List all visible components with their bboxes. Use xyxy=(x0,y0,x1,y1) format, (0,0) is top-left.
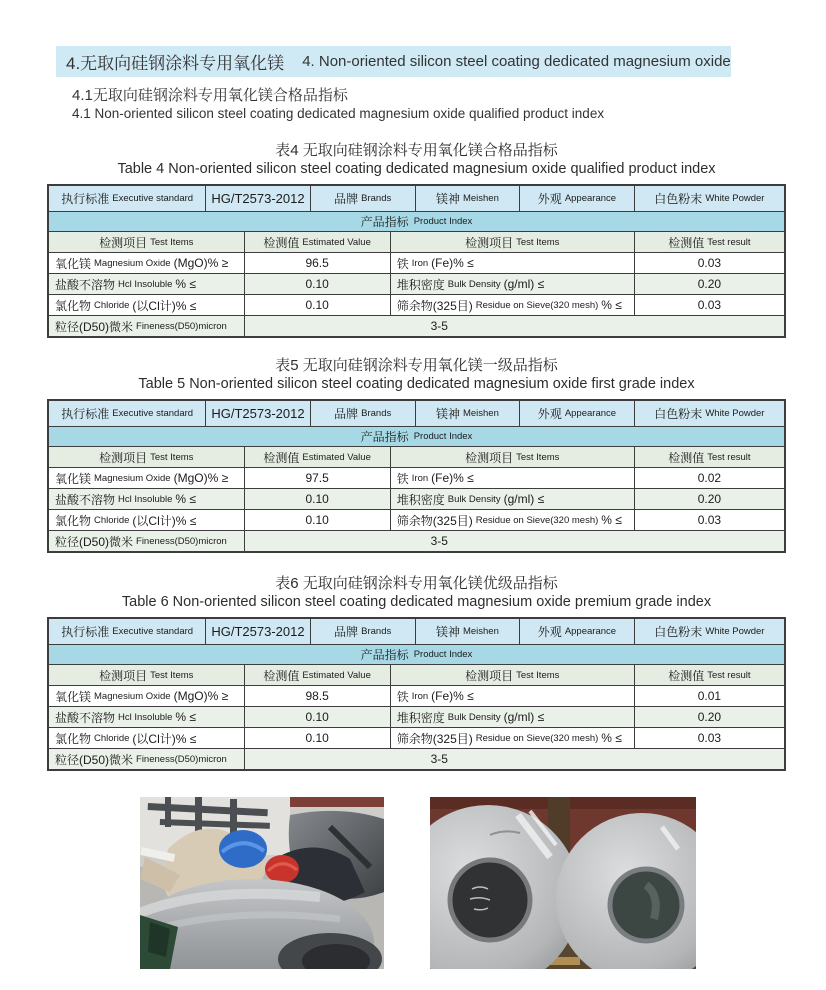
item-cell xyxy=(49,316,245,336)
item-en: Fineness(D50)micron xyxy=(136,753,227,765)
item-cell xyxy=(391,295,635,315)
item-cell xyxy=(391,274,635,294)
item-cn: 盐酸不溶物 xyxy=(55,277,116,292)
item-cell xyxy=(49,489,245,509)
item-en: Bulk Density xyxy=(447,711,501,723)
value-cell xyxy=(245,510,391,530)
exec-standard-label-en: Executive standard xyxy=(112,408,194,419)
col-header-en: Estimated Value xyxy=(302,236,371,248)
appearance-value-cell xyxy=(635,619,784,644)
item-en: Magnesium Oxide xyxy=(94,690,171,702)
table-row xyxy=(49,510,784,531)
brand-value-cn: 镁神 xyxy=(435,625,460,639)
brand-value-cn: 镁神 xyxy=(435,407,460,421)
value: 0.10 xyxy=(305,298,329,312)
table-row xyxy=(49,707,784,728)
table5-block xyxy=(47,356,786,553)
item-suffix: % ≤ xyxy=(175,492,196,506)
value: 0.03 xyxy=(697,731,722,745)
value-cell xyxy=(635,686,784,706)
item-en: Bulk Density xyxy=(447,493,501,505)
item-en: Hcl Insoluble xyxy=(118,278,173,290)
value: 0.20 xyxy=(697,492,722,506)
col-header-en: Test result xyxy=(707,669,751,681)
appearance-value-en: White Powder xyxy=(705,408,765,419)
brand-value-cell xyxy=(416,186,520,211)
value: 0.03 xyxy=(697,513,722,527)
item-cell xyxy=(391,686,635,706)
item-cn: 铁 xyxy=(396,471,409,486)
col-header-en: Estimated Value xyxy=(302,451,371,463)
appearance-value-en: White Powder xyxy=(705,626,765,637)
col-header-value-right xyxy=(635,447,784,467)
section-title-cn: 4.无取向硅钢涂料专用氧化镁 xyxy=(66,54,285,73)
item-suffix: (g/ml) ≤ xyxy=(503,710,545,724)
product-index-row xyxy=(49,645,784,665)
photo-coil-inspection xyxy=(140,797,384,969)
value-cell xyxy=(245,316,785,336)
item-cn: 铁 xyxy=(396,689,409,704)
value: 0.10 xyxy=(305,513,329,527)
appearance-label-en: Appearance xyxy=(564,626,617,637)
brand-label-en: Brands xyxy=(361,626,392,637)
table-row xyxy=(49,531,784,551)
column-header-row xyxy=(49,447,784,468)
brand-value-cell xyxy=(416,401,520,426)
value: 96.5 xyxy=(305,256,329,270)
item-cell xyxy=(49,274,245,294)
col-header-value-right xyxy=(635,665,784,685)
item-suffix: (以Cl计)% ≤ xyxy=(132,513,197,528)
value: 3-5 xyxy=(430,534,448,548)
item-suffix: (MgO)% ≥ xyxy=(173,256,229,270)
item-cell xyxy=(391,728,635,748)
brand-value-cell xyxy=(416,619,520,644)
item-cn: 粒径(D50)微米 xyxy=(55,752,134,767)
table6-block xyxy=(47,574,786,771)
item-en: Bulk Density xyxy=(447,278,501,290)
table-row xyxy=(49,401,784,427)
item-cn: 堆积密度 xyxy=(396,277,445,292)
table-row xyxy=(49,619,784,645)
standard-value: HG/T2573-2012 xyxy=(211,624,305,639)
table-row xyxy=(49,728,784,749)
table-row xyxy=(49,686,784,707)
col-header-cn: 检测项目 xyxy=(99,235,148,250)
col-header-cn: 检测值 xyxy=(668,235,705,250)
col-header-en: Test Items xyxy=(150,669,194,681)
value: 0.03 xyxy=(697,256,722,270)
table5 xyxy=(47,399,786,553)
col-header-en: Test Items xyxy=(516,669,560,681)
appearance-label-cn: 外观 xyxy=(537,625,562,639)
table-row xyxy=(49,253,784,274)
col-header-value-left xyxy=(245,232,391,252)
value-cell xyxy=(635,728,784,748)
product-index-row xyxy=(49,212,784,232)
item-cn: 筛余物(325目) xyxy=(396,298,473,313)
col-header-value-left xyxy=(245,665,391,685)
value: 0.10 xyxy=(305,492,329,506)
section-banner xyxy=(53,46,731,77)
brand-value-en: Meishen xyxy=(462,193,499,204)
col-header-en: Estimated Value xyxy=(302,669,371,681)
value: 3-5 xyxy=(430,752,448,766)
table4-title-en: Table 4 Non-oriented silicon steel coating dedicated magnesium oxide qualified product index xyxy=(117,161,716,177)
item-cn: 堆积密度 xyxy=(396,492,445,507)
value: 97.5 xyxy=(305,471,329,485)
value-cell xyxy=(635,489,784,509)
value: 0.10 xyxy=(305,710,329,724)
value: 3-5 xyxy=(430,319,448,333)
col-header-en: Test Items xyxy=(516,236,560,248)
item-cell xyxy=(49,686,245,706)
col-header-items-right xyxy=(391,232,635,252)
subsection-title-en: 4.1 Non-oriented silicon steel coating dedicated magnesium oxide qualified product index xyxy=(72,106,605,121)
item-suffix: % ≤ xyxy=(175,277,196,291)
exec-standard-cell xyxy=(49,186,206,211)
item-cell xyxy=(391,468,635,488)
col-header-items-right xyxy=(391,447,635,467)
subsection-heading xyxy=(72,87,604,122)
item-en: Magnesium Oxide xyxy=(94,257,171,269)
col-header-cn: 检测值 xyxy=(263,450,300,465)
brand-cell xyxy=(311,401,416,426)
value-cell xyxy=(245,728,391,748)
value-cell xyxy=(245,686,391,706)
appearance-label-en: Appearance xyxy=(564,408,617,419)
item-cell xyxy=(49,295,245,315)
appearance-cell xyxy=(520,186,635,211)
value: 0.01 xyxy=(697,689,722,703)
brand-label-en: Brands xyxy=(361,193,392,204)
item-en: Fineness(D50)micron xyxy=(136,320,227,332)
value-cell xyxy=(245,749,785,769)
exec-standard-label-en: Executive standard xyxy=(112,626,194,637)
product-index-cn: 产品指标 xyxy=(360,215,409,229)
value-cell xyxy=(635,468,784,488)
col-header-cn: 检测项目 xyxy=(99,450,148,465)
brand-cell xyxy=(311,619,416,644)
brand-cell xyxy=(311,186,416,211)
item-suffix: (g/ml) ≤ xyxy=(503,277,545,291)
item-en: Residue on Sieve(320 mesh) xyxy=(475,299,599,311)
table-row xyxy=(49,295,784,316)
item-cell xyxy=(49,510,245,530)
item-cn: 铁 xyxy=(396,256,409,271)
item-cell xyxy=(49,728,245,748)
item-suffix: (MgO)% ≥ xyxy=(173,471,229,485)
product-index-en: Product Index xyxy=(413,431,473,442)
item-cn: 筛余物(325目) xyxy=(396,731,473,746)
item-cell xyxy=(49,749,245,769)
standard-value-cell xyxy=(206,186,310,211)
item-suffix: % ≤ xyxy=(175,710,196,724)
product-index-cn: 产品指标 xyxy=(360,430,409,444)
item-cell xyxy=(391,510,635,530)
col-header-cn: 检测项目 xyxy=(465,235,514,250)
table-row xyxy=(49,274,784,295)
table4-title-cn: 表4 无取向硅钢涂料专用氧化镁合格品指标 xyxy=(275,142,558,159)
item-suffix: (Fe)% ≤ xyxy=(431,471,474,485)
item-suffix: (MgO)% ≥ xyxy=(173,689,229,703)
item-cn: 氧化镁 xyxy=(55,256,92,271)
col-header-en: Test Items xyxy=(516,451,560,463)
item-cell xyxy=(49,253,245,273)
col-header-cn: 检测项目 xyxy=(465,450,514,465)
standard-value-cell xyxy=(206,401,310,426)
exec-standard-label-cn: 执行标准 xyxy=(61,192,110,206)
col-header-items-right xyxy=(391,665,635,685)
value-cell xyxy=(635,510,784,530)
appearance-value-en: White Powder xyxy=(705,193,765,204)
col-header-value-right xyxy=(635,232,784,252)
section-title-en: 4. Non-oriented silicon steel coating dedicated magnesium oxide xyxy=(302,53,731,70)
table4 xyxy=(47,184,786,338)
brand-label-cn: 品牌 xyxy=(334,407,359,421)
table4-block xyxy=(47,141,786,338)
col-header-items-left xyxy=(49,232,245,252)
appearance-value-cn: 白色粉末 xyxy=(654,625,703,639)
item-cell xyxy=(391,489,635,509)
column-header-row xyxy=(49,232,784,253)
item-cn: 粒径(D50)微米 xyxy=(55,319,134,334)
standard-value: HG/T2573-2012 xyxy=(211,406,305,421)
value-cell xyxy=(245,707,391,727)
value: 98.5 xyxy=(305,689,329,703)
value: 0.03 xyxy=(697,298,722,312)
exec-standard-cell xyxy=(49,619,206,644)
appearance-label-en: Appearance xyxy=(564,193,617,204)
appearance-value-cn: 白色粉末 xyxy=(654,192,703,206)
col-header-cn: 检测值 xyxy=(263,235,300,250)
value-cell xyxy=(635,295,784,315)
col-header-cn: 检测项目 xyxy=(465,668,514,683)
brand-label-en: Brands xyxy=(361,408,392,419)
item-cn: 氧化镁 xyxy=(55,689,92,704)
col-header-cn: 检测项目 xyxy=(99,668,148,683)
value-cell xyxy=(245,295,391,315)
item-cell xyxy=(391,253,635,273)
table6-title-en: Table 6 Non-oriented silicon steel coating dedicated magnesium oxide premium grade index xyxy=(121,594,712,610)
item-cn: 筛余物(325目) xyxy=(396,513,473,528)
item-en: Iron xyxy=(411,690,429,702)
item-suffix: (Fe)% ≤ xyxy=(431,689,474,703)
column-header-row xyxy=(49,665,784,686)
item-cn: 氯化物 xyxy=(55,298,92,313)
col-header-items-left xyxy=(49,447,245,467)
item-cn: 粒径(D50)微米 xyxy=(55,534,134,549)
exec-standard-label-cn: 执行标准 xyxy=(61,625,110,639)
item-en: Residue on Sieve(320 mesh) xyxy=(475,514,599,526)
value-cell xyxy=(245,253,391,273)
standard-value-cell xyxy=(206,619,310,644)
table-row xyxy=(49,468,784,489)
exec-standard-label-en: Executive standard xyxy=(112,193,194,204)
value-cell xyxy=(245,468,391,488)
brand-label-cn: 品牌 xyxy=(334,625,359,639)
exec-standard-label-cn: 执行标准 xyxy=(61,407,110,421)
col-header-cn: 检测值 xyxy=(668,668,705,683)
appearance-cell xyxy=(520,619,635,644)
appearance-label-cn: 外观 xyxy=(537,192,562,206)
item-en: Iron xyxy=(411,257,429,269)
value-cell xyxy=(245,531,785,551)
item-suffix: % ≤ xyxy=(601,513,622,527)
product-index-row xyxy=(49,427,784,447)
item-en: Hcl Insoluble xyxy=(118,493,173,505)
product-index-cn: 产品指标 xyxy=(360,648,409,662)
item-cell xyxy=(49,707,245,727)
item-suffix: % ≤ xyxy=(601,298,622,312)
photo-steel-coils xyxy=(430,797,696,969)
col-header-cn: 检测值 xyxy=(668,450,705,465)
item-en: Magnesium Oxide xyxy=(94,472,171,484)
appearance-label-cn: 外观 xyxy=(537,407,562,421)
table-row xyxy=(49,316,784,336)
item-en: Chloride xyxy=(94,299,130,311)
standard-value: HG/T2573-2012 xyxy=(211,191,305,206)
item-en: Fineness(D50)micron xyxy=(136,535,227,547)
brand-value-en: Meishen xyxy=(462,626,499,637)
item-cn: 氧化镁 xyxy=(55,471,92,486)
table6 xyxy=(47,617,786,771)
item-en: Iron xyxy=(411,472,429,484)
item-cn: 盐酸不溶物 xyxy=(55,710,116,725)
value-cell xyxy=(635,253,784,273)
col-header-items-left xyxy=(49,665,245,685)
exec-standard-cell xyxy=(49,401,206,426)
table6-title-cn: 表6 无取向硅钢涂料专用氧化镁优级品指标 xyxy=(275,575,558,592)
item-cell xyxy=(391,707,635,727)
table-row xyxy=(49,489,784,510)
col-header-en: Test result xyxy=(707,236,751,248)
appearance-value-cell xyxy=(635,401,784,426)
subsection-title-cn: 4.1无取向硅钢涂料专用氧化镁合格品指标 xyxy=(72,87,348,104)
value-cell xyxy=(245,274,391,294)
brand-value-en: Meishen xyxy=(462,408,499,419)
item-cn: 堆积密度 xyxy=(396,710,445,725)
value: 0.10 xyxy=(305,731,329,745)
table-row xyxy=(49,186,784,212)
col-header-en: Test Items xyxy=(150,236,194,248)
value-cell xyxy=(635,707,784,727)
item-suffix: (g/ml) ≤ xyxy=(503,492,545,506)
banner-body xyxy=(56,46,731,77)
col-header-cn: 检测值 xyxy=(263,668,300,683)
item-cn: 盐酸不溶物 xyxy=(55,492,116,507)
item-suffix: (Fe)% ≤ xyxy=(431,256,474,270)
table5-title-cn: 表5 无取向硅钢涂料专用氧化镁一级品指标 xyxy=(275,357,558,374)
col-header-en: Test result xyxy=(707,451,751,463)
item-suffix: % ≤ xyxy=(601,731,622,745)
item-en: Chloride xyxy=(94,514,130,526)
item-cell xyxy=(49,531,245,551)
value: 0.20 xyxy=(697,710,722,724)
item-suffix: (以Cl计)% ≤ xyxy=(132,298,197,313)
col-header-value-left xyxy=(245,447,391,467)
item-en: Hcl Insoluble xyxy=(118,711,173,723)
brand-label-cn: 品牌 xyxy=(334,192,359,206)
appearance-value-cn: 白色粉末 xyxy=(654,407,703,421)
item-cn: 氯化物 xyxy=(55,513,92,528)
value-cell xyxy=(245,489,391,509)
value: 0.02 xyxy=(697,471,722,485)
table5-title-en: Table 5 Non-oriented silicon steel coating dedicated magnesium oxide first grade index xyxy=(138,376,695,392)
photo-strip xyxy=(140,797,696,969)
appearance-cell xyxy=(520,401,635,426)
product-index-en: Product Index xyxy=(413,649,473,660)
item-cell xyxy=(49,468,245,488)
item-cn: 氯化物 xyxy=(55,731,92,746)
value-cell xyxy=(635,274,784,294)
table-row xyxy=(49,749,784,769)
product-index-en: Product Index xyxy=(413,216,473,227)
col-header-en: Test Items xyxy=(150,451,194,463)
value: 0.10 xyxy=(305,277,329,291)
brand-value-cn: 镁神 xyxy=(435,192,460,206)
item-suffix: (以Cl计)% ≤ xyxy=(132,731,197,746)
value: 0.20 xyxy=(697,277,722,291)
item-en: Chloride xyxy=(94,732,130,744)
item-en: Residue on Sieve(320 mesh) xyxy=(475,732,599,744)
appearance-value-cell xyxy=(635,186,784,211)
